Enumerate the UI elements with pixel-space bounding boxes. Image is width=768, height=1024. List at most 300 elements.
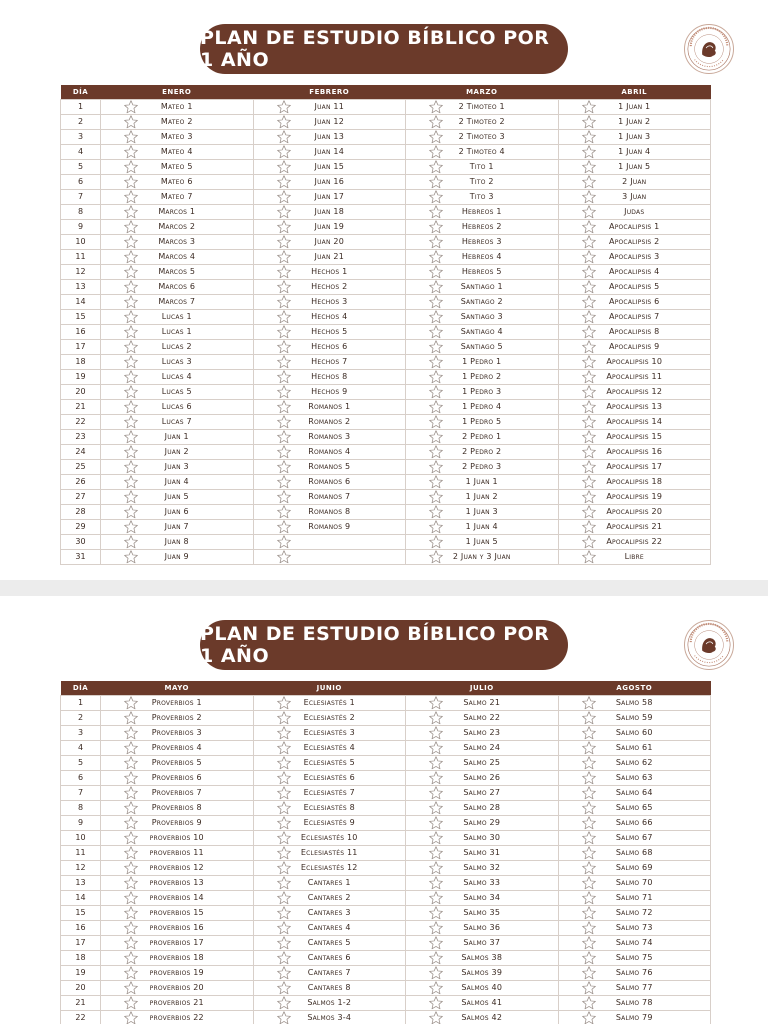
reading-label: Eclesiastés 6 (303, 772, 355, 782)
star-checkbox-icon[interactable] (581, 279, 597, 295)
star-checkbox-icon[interactable] (276, 129, 292, 145)
star-checkbox-icon[interactable] (428, 980, 444, 996)
star-checkbox-icon[interactable] (581, 174, 597, 190)
star-checkbox-icon[interactable] (428, 249, 444, 265)
star-checkbox-icon[interactable] (276, 444, 292, 460)
star-checkbox-icon[interactable] (581, 204, 597, 220)
star-checkbox-icon[interactable] (581, 740, 597, 756)
reading-cell-content (559, 966, 711, 980)
star-checkbox-icon[interactable] (581, 189, 597, 205)
star-checkbox-icon[interactable] (123, 219, 139, 235)
star-checkbox-icon[interactable] (581, 369, 597, 385)
star-checkbox-icon[interactable] (581, 875, 597, 891)
star-checkbox-icon[interactable] (123, 830, 139, 846)
reading-cell (406, 309, 559, 324)
star-checkbox-icon[interactable] (123, 504, 139, 520)
reading-label: Salmos 3-4 (307, 1012, 352, 1022)
star-checkbox-icon[interactable] (123, 489, 139, 505)
star-checkbox-icon[interactable] (276, 950, 292, 966)
reading-cell (558, 549, 711, 564)
reading-label: 1 Pedro 1 (462, 356, 502, 366)
reading-cell-content (559, 786, 711, 800)
star-checkbox-icon[interactable] (581, 219, 597, 235)
reading-cell (253, 935, 406, 950)
star-checkbox-icon[interactable] (123, 815, 139, 831)
star-checkbox-icon[interactable] (276, 830, 292, 846)
star-checkbox-icon[interactable] (123, 174, 139, 190)
star-checkbox-icon[interactable] (276, 770, 292, 786)
star-checkbox-icon[interactable] (428, 474, 444, 490)
star-checkbox-icon[interactable] (123, 549, 139, 565)
star-checkbox-icon[interactable] (428, 414, 444, 430)
reading-cell-content (559, 475, 711, 489)
reading-cell-content (101, 100, 253, 114)
star-checkbox-icon[interactable] (428, 710, 444, 726)
star-checkbox-icon[interactable] (428, 920, 444, 936)
star-checkbox-icon[interactable] (123, 129, 139, 145)
star-checkbox-icon[interactable] (581, 845, 597, 861)
star-checkbox-icon[interactable] (428, 99, 444, 115)
reading-cell (558, 815, 711, 830)
star-checkbox-icon[interactable] (428, 204, 444, 220)
star-checkbox-icon[interactable] (276, 860, 292, 876)
star-checkbox-icon[interactable] (123, 369, 139, 385)
star-checkbox-icon[interactable] (276, 99, 292, 115)
star-checkbox-icon[interactable] (428, 1010, 444, 1024)
star-checkbox-icon[interactable] (581, 785, 597, 801)
page-title: PLAN DE ESTUDIO BÍBLICO POR 1 AÑO (200, 620, 568, 670)
reading-cell-content (254, 891, 406, 905)
star-checkbox-icon[interactable] (123, 204, 139, 220)
reading-cell-content (101, 400, 253, 414)
star-checkbox-icon[interactable] (428, 815, 444, 831)
reading-label: Mateo 5 (160, 161, 193, 171)
reading-label: Juan 9 (164, 551, 189, 561)
table-row (61, 785, 711, 800)
star-checkbox-icon[interactable] (123, 785, 139, 801)
star-checkbox-icon[interactable] (428, 324, 444, 340)
reading-cell-content (406, 115, 558, 129)
star-checkbox-icon[interactable] (581, 890, 597, 906)
star-checkbox-icon[interactable] (276, 489, 292, 505)
star-checkbox-icon[interactable] (276, 144, 292, 160)
star-checkbox-icon[interactable] (428, 725, 444, 741)
reading-label: Salmo 65 (615, 802, 653, 812)
star-checkbox-icon[interactable] (581, 294, 597, 310)
star-checkbox-icon[interactable] (123, 920, 139, 936)
reading-label: Mateo 4 (160, 146, 193, 156)
reading-cell-content (254, 265, 406, 279)
star-checkbox-icon[interactable] (276, 785, 292, 801)
reading-cell-content (406, 535, 558, 549)
star-checkbox-icon[interactable] (581, 234, 597, 250)
star-checkbox-icon[interactable] (581, 695, 597, 711)
star-checkbox-icon[interactable] (428, 144, 444, 160)
page-separator (0, 580, 768, 596)
star-checkbox-icon[interactable] (428, 995, 444, 1011)
star-checkbox-icon[interactable] (428, 369, 444, 385)
star-checkbox-icon[interactable] (581, 459, 597, 475)
star-checkbox-icon[interactable] (581, 920, 597, 936)
reading-cell-content (101, 145, 253, 159)
star-checkbox-icon[interactable] (276, 875, 292, 891)
reading-cell (558, 339, 711, 354)
reading-cell (101, 1010, 254, 1024)
star-checkbox-icon[interactable] (123, 294, 139, 310)
star-checkbox-icon[interactable] (428, 740, 444, 756)
star-checkbox-icon[interactable] (581, 1010, 597, 1024)
star-checkbox-icon[interactable] (581, 815, 597, 831)
reading-label: Hechos 2 (311, 281, 348, 291)
star-checkbox-icon[interactable] (581, 264, 597, 280)
star-checkbox-icon[interactable] (428, 770, 444, 786)
star-checkbox-icon[interactable] (123, 534, 139, 550)
star-checkbox-icon[interactable] (428, 890, 444, 906)
reading-cell (253, 429, 406, 444)
star-checkbox-icon[interactable] (123, 875, 139, 891)
reading-cell (101, 875, 254, 890)
star-checkbox-icon[interactable] (276, 279, 292, 295)
star-checkbox-icon[interactable] (276, 755, 292, 771)
star-checkbox-icon[interactable] (123, 950, 139, 966)
star-checkbox-icon[interactable] (123, 459, 139, 475)
reading-cell-content (254, 816, 406, 830)
star-checkbox-icon[interactable] (123, 755, 139, 771)
star-checkbox-icon[interactable] (123, 860, 139, 876)
star-checkbox-icon[interactable] (276, 920, 292, 936)
star-checkbox-icon[interactable] (581, 980, 597, 996)
star-checkbox-icon[interactable] (123, 414, 139, 430)
star-checkbox-icon[interactable] (276, 905, 292, 921)
star-checkbox-icon[interactable] (276, 474, 292, 490)
star-checkbox-icon[interactable] (581, 905, 597, 921)
star-checkbox-icon[interactable] (123, 965, 139, 981)
star-checkbox-icon[interactable] (428, 504, 444, 520)
star-checkbox-icon[interactable] (428, 489, 444, 505)
reading-label: Cantares 4 (307, 922, 351, 932)
star-checkbox-icon[interactable] (123, 1010, 139, 1024)
star-checkbox-icon[interactable] (123, 519, 139, 535)
star-checkbox-icon[interactable] (581, 549, 597, 565)
reading-label: Romanos 4 (308, 446, 351, 456)
reading-cell (558, 249, 711, 264)
day-number: 29 (61, 519, 101, 534)
reading-label: 1 Pedro 5 (462, 416, 502, 426)
star-checkbox-icon[interactable] (123, 935, 139, 951)
star-checkbox-icon[interactable] (428, 905, 444, 921)
star-checkbox-icon[interactable] (276, 309, 292, 325)
star-checkbox-icon[interactable] (123, 324, 139, 340)
star-checkbox-icon[interactable] (276, 710, 292, 726)
star-checkbox-icon[interactable] (123, 159, 139, 175)
star-checkbox-icon[interactable] (428, 174, 444, 190)
star-checkbox-icon[interactable] (276, 890, 292, 906)
reading-label: Apocalipsis 16 (606, 446, 663, 456)
star-checkbox-icon[interactable] (581, 755, 597, 771)
star-checkbox-icon[interactable] (123, 384, 139, 400)
reading-cell (253, 504, 406, 519)
star-checkbox-icon[interactable] (581, 114, 597, 130)
star-checkbox-icon[interactable] (581, 965, 597, 981)
star-checkbox-icon[interactable] (428, 219, 444, 235)
star-checkbox-icon[interactable] (276, 399, 292, 415)
star-checkbox-icon[interactable] (276, 459, 292, 475)
reading-cell-content (101, 711, 253, 725)
star-checkbox-icon[interactable] (428, 935, 444, 951)
reading-cell (406, 324, 559, 339)
star-checkbox-icon[interactable] (581, 725, 597, 741)
reading-cell-content (406, 966, 558, 980)
star-checkbox-icon[interactable] (581, 710, 597, 726)
reading-cell-content (406, 490, 558, 504)
star-checkbox-icon[interactable] (123, 890, 139, 906)
star-checkbox-icon[interactable] (428, 755, 444, 771)
star-checkbox-icon[interactable] (123, 189, 139, 205)
star-checkbox-icon[interactable] (581, 444, 597, 460)
reading-cell (406, 294, 559, 309)
star-checkbox-icon[interactable] (428, 129, 444, 145)
star-checkbox-icon[interactable] (123, 474, 139, 490)
star-checkbox-icon[interactable] (276, 114, 292, 130)
star-checkbox-icon[interactable] (276, 204, 292, 220)
reading-cell (558, 740, 711, 755)
star-checkbox-icon[interactable] (581, 935, 597, 951)
table-row (61, 324, 711, 339)
star-checkbox-icon[interactable] (123, 725, 139, 741)
table-row (61, 770, 711, 785)
reading-cell-content (101, 190, 253, 204)
day-number: 18 (61, 354, 101, 369)
star-checkbox-icon[interactable] (276, 354, 292, 370)
star-checkbox-icon[interactable] (276, 504, 292, 520)
star-checkbox-icon[interactable] (123, 354, 139, 370)
star-checkbox-icon[interactable] (428, 800, 444, 816)
star-checkbox-icon[interactable] (276, 264, 292, 280)
star-checkbox-icon[interactable] (276, 845, 292, 861)
star-checkbox-icon[interactable] (581, 770, 597, 786)
day-number: 18 (61, 950, 101, 965)
reading-label: Proverbios 4 (151, 742, 202, 752)
star-checkbox-icon[interactable] (276, 294, 292, 310)
reading-cell (101, 159, 254, 174)
reading-cell-content (406, 175, 558, 189)
star-checkbox-icon[interactable] (276, 549, 292, 565)
star-checkbox-icon[interactable] (123, 99, 139, 115)
star-checkbox-icon[interactable] (428, 114, 444, 130)
reading-cell-content (254, 711, 406, 725)
star-checkbox-icon[interactable] (581, 309, 597, 325)
star-checkbox-icon[interactable] (581, 474, 597, 490)
star-checkbox-icon[interactable] (123, 800, 139, 816)
reading-cell-content (101, 385, 253, 399)
star-checkbox-icon[interactable] (276, 174, 292, 190)
reading-cell-content (559, 190, 711, 204)
star-checkbox-icon[interactable] (581, 860, 597, 876)
star-checkbox-icon[interactable] (581, 144, 597, 160)
star-checkbox-icon[interactable] (428, 965, 444, 981)
star-checkbox-icon[interactable] (581, 830, 597, 846)
star-checkbox-icon[interactable] (428, 309, 444, 325)
star-checkbox-icon[interactable] (276, 935, 292, 951)
reading-cell-content (406, 891, 558, 905)
reading-cell-content (254, 861, 406, 875)
reading-label: Marcos 1 (158, 206, 196, 216)
star-checkbox-icon[interactable] (123, 309, 139, 325)
star-checkbox-icon[interactable] (276, 159, 292, 175)
reading-cell (101, 725, 254, 740)
day-number: 14 (61, 890, 101, 905)
star-checkbox-icon[interactable] (276, 219, 292, 235)
star-checkbox-icon[interactable] (428, 950, 444, 966)
star-checkbox-icon[interactable] (276, 429, 292, 445)
star-checkbox-icon[interactable] (428, 189, 444, 205)
star-checkbox-icon[interactable] (123, 279, 139, 295)
star-checkbox-icon[interactable] (276, 1010, 292, 1024)
reading-label: 1 Juan 2 (465, 491, 498, 501)
reading-cell (101, 309, 254, 324)
star-checkbox-icon[interactable] (276, 725, 292, 741)
star-checkbox-icon[interactable] (581, 159, 597, 175)
star-checkbox-icon[interactable] (428, 339, 444, 355)
reading-label: Cantares 8 (307, 982, 351, 992)
star-checkbox-icon[interactable] (428, 234, 444, 250)
star-checkbox-icon[interactable] (581, 519, 597, 535)
reading-label: Salmo 60 (615, 727, 653, 737)
star-checkbox-icon[interactable] (123, 339, 139, 355)
star-checkbox-icon[interactable] (581, 414, 597, 430)
star-checkbox-icon[interactable] (428, 695, 444, 711)
star-checkbox-icon[interactable] (428, 549, 444, 565)
star-checkbox-icon[interactable] (276, 249, 292, 265)
star-checkbox-icon[interactable] (123, 740, 139, 756)
table-row (61, 755, 711, 770)
star-checkbox-icon[interactable] (276, 995, 292, 1011)
star-checkbox-icon[interactable] (428, 279, 444, 295)
reading-cell (558, 324, 711, 339)
star-checkbox-icon[interactable] (428, 860, 444, 876)
reading-cell (406, 129, 559, 144)
star-checkbox-icon[interactable] (428, 845, 444, 861)
star-checkbox-icon[interactable] (123, 399, 139, 415)
star-checkbox-icon[interactable] (123, 770, 139, 786)
reading-cell (406, 1010, 559, 1024)
star-checkbox-icon[interactable] (276, 339, 292, 355)
reading-cell-content (406, 265, 558, 279)
day-number: 6 (61, 770, 101, 785)
star-checkbox-icon[interactable] (123, 995, 139, 1011)
star-checkbox-icon[interactable] (123, 845, 139, 861)
reading-cell-content (559, 1011, 711, 1024)
star-checkbox-icon[interactable] (276, 519, 292, 535)
star-checkbox-icon[interactable] (428, 354, 444, 370)
star-checkbox-icon[interactable] (428, 875, 444, 891)
star-checkbox-icon[interactable] (428, 459, 444, 475)
reading-label: Marcos 4 (158, 251, 196, 261)
star-checkbox-icon[interactable] (428, 384, 444, 400)
star-checkbox-icon[interactable] (428, 830, 444, 846)
star-checkbox-icon[interactable] (276, 369, 292, 385)
reading-label: Salmo 25 (463, 757, 501, 767)
star-checkbox-icon[interactable] (581, 800, 597, 816)
star-checkbox-icon[interactable] (428, 399, 444, 415)
star-checkbox-icon[interactable] (581, 504, 597, 520)
star-checkbox-icon[interactable] (276, 534, 292, 550)
star-checkbox-icon[interactable] (581, 429, 597, 445)
star-checkbox-icon[interactable] (581, 995, 597, 1011)
star-checkbox-icon[interactable] (581, 324, 597, 340)
star-checkbox-icon[interactable] (276, 234, 292, 250)
star-checkbox-icon[interactable] (581, 384, 597, 400)
star-checkbox-icon[interactable] (276, 800, 292, 816)
star-checkbox-icon[interactable] (581, 339, 597, 355)
star-checkbox-icon[interactable] (276, 324, 292, 340)
star-checkbox-icon[interactable] (276, 740, 292, 756)
star-checkbox-icon[interactable] (581, 534, 597, 550)
star-checkbox-icon[interactable] (428, 159, 444, 175)
reading-cell-content (254, 400, 406, 414)
star-checkbox-icon[interactable] (581, 129, 597, 145)
reading-label: Apocalipsis 6 (609, 296, 660, 306)
reading-label: Apocalipsis 21 (606, 521, 663, 531)
star-checkbox-icon[interactable] (123, 905, 139, 921)
star-checkbox-icon[interactable] (428, 429, 444, 445)
reading-cell-content (101, 771, 253, 785)
reading-cell (558, 905, 711, 920)
star-checkbox-icon[interactable] (276, 384, 292, 400)
star-checkbox-icon[interactable] (428, 785, 444, 801)
star-checkbox-icon[interactable] (581, 950, 597, 966)
star-checkbox-icon[interactable] (276, 189, 292, 205)
reading-cell (101, 800, 254, 815)
day-number: 11 (61, 845, 101, 860)
star-checkbox-icon[interactable] (581, 249, 597, 265)
star-checkbox-icon[interactable] (428, 534, 444, 550)
reading-label: Apocalipsis 5 (609, 281, 660, 291)
star-checkbox-icon[interactable] (276, 980, 292, 996)
table-row (61, 459, 711, 474)
star-checkbox-icon[interactable] (123, 144, 139, 160)
star-checkbox-icon[interactable] (428, 264, 444, 280)
star-checkbox-icon[interactable] (581, 399, 597, 415)
table-row (61, 489, 711, 504)
star-checkbox-icon[interactable] (123, 710, 139, 726)
reading-label: Salmos 42 (461, 1012, 503, 1022)
star-checkbox-icon[interactable] (581, 99, 597, 115)
star-checkbox-icon[interactable] (276, 414, 292, 430)
star-checkbox-icon[interactable] (428, 444, 444, 460)
star-checkbox-icon[interactable] (276, 695, 292, 711)
star-checkbox-icon[interactable] (428, 519, 444, 535)
reading-cell (253, 549, 406, 564)
star-checkbox-icon[interactable] (276, 965, 292, 981)
star-checkbox-icon[interactable] (123, 249, 139, 265)
reading-cell-content (406, 430, 558, 444)
star-checkbox-icon[interactable] (123, 695, 139, 711)
star-checkbox-icon[interactable] (123, 429, 139, 445)
star-checkbox-icon[interactable] (581, 489, 597, 505)
star-checkbox-icon[interactable] (123, 264, 139, 280)
star-checkbox-icon[interactable] (123, 980, 139, 996)
star-checkbox-icon[interactable] (123, 234, 139, 250)
star-checkbox-icon[interactable] (123, 444, 139, 460)
star-checkbox-icon[interactable] (581, 354, 597, 370)
star-checkbox-icon[interactable] (428, 294, 444, 310)
day-number: 27 (61, 489, 101, 504)
reading-cell-content (559, 415, 711, 429)
reading-label: Eclesiastés 8 (303, 802, 355, 812)
star-checkbox-icon[interactable] (123, 114, 139, 130)
star-checkbox-icon[interactable] (276, 815, 292, 831)
